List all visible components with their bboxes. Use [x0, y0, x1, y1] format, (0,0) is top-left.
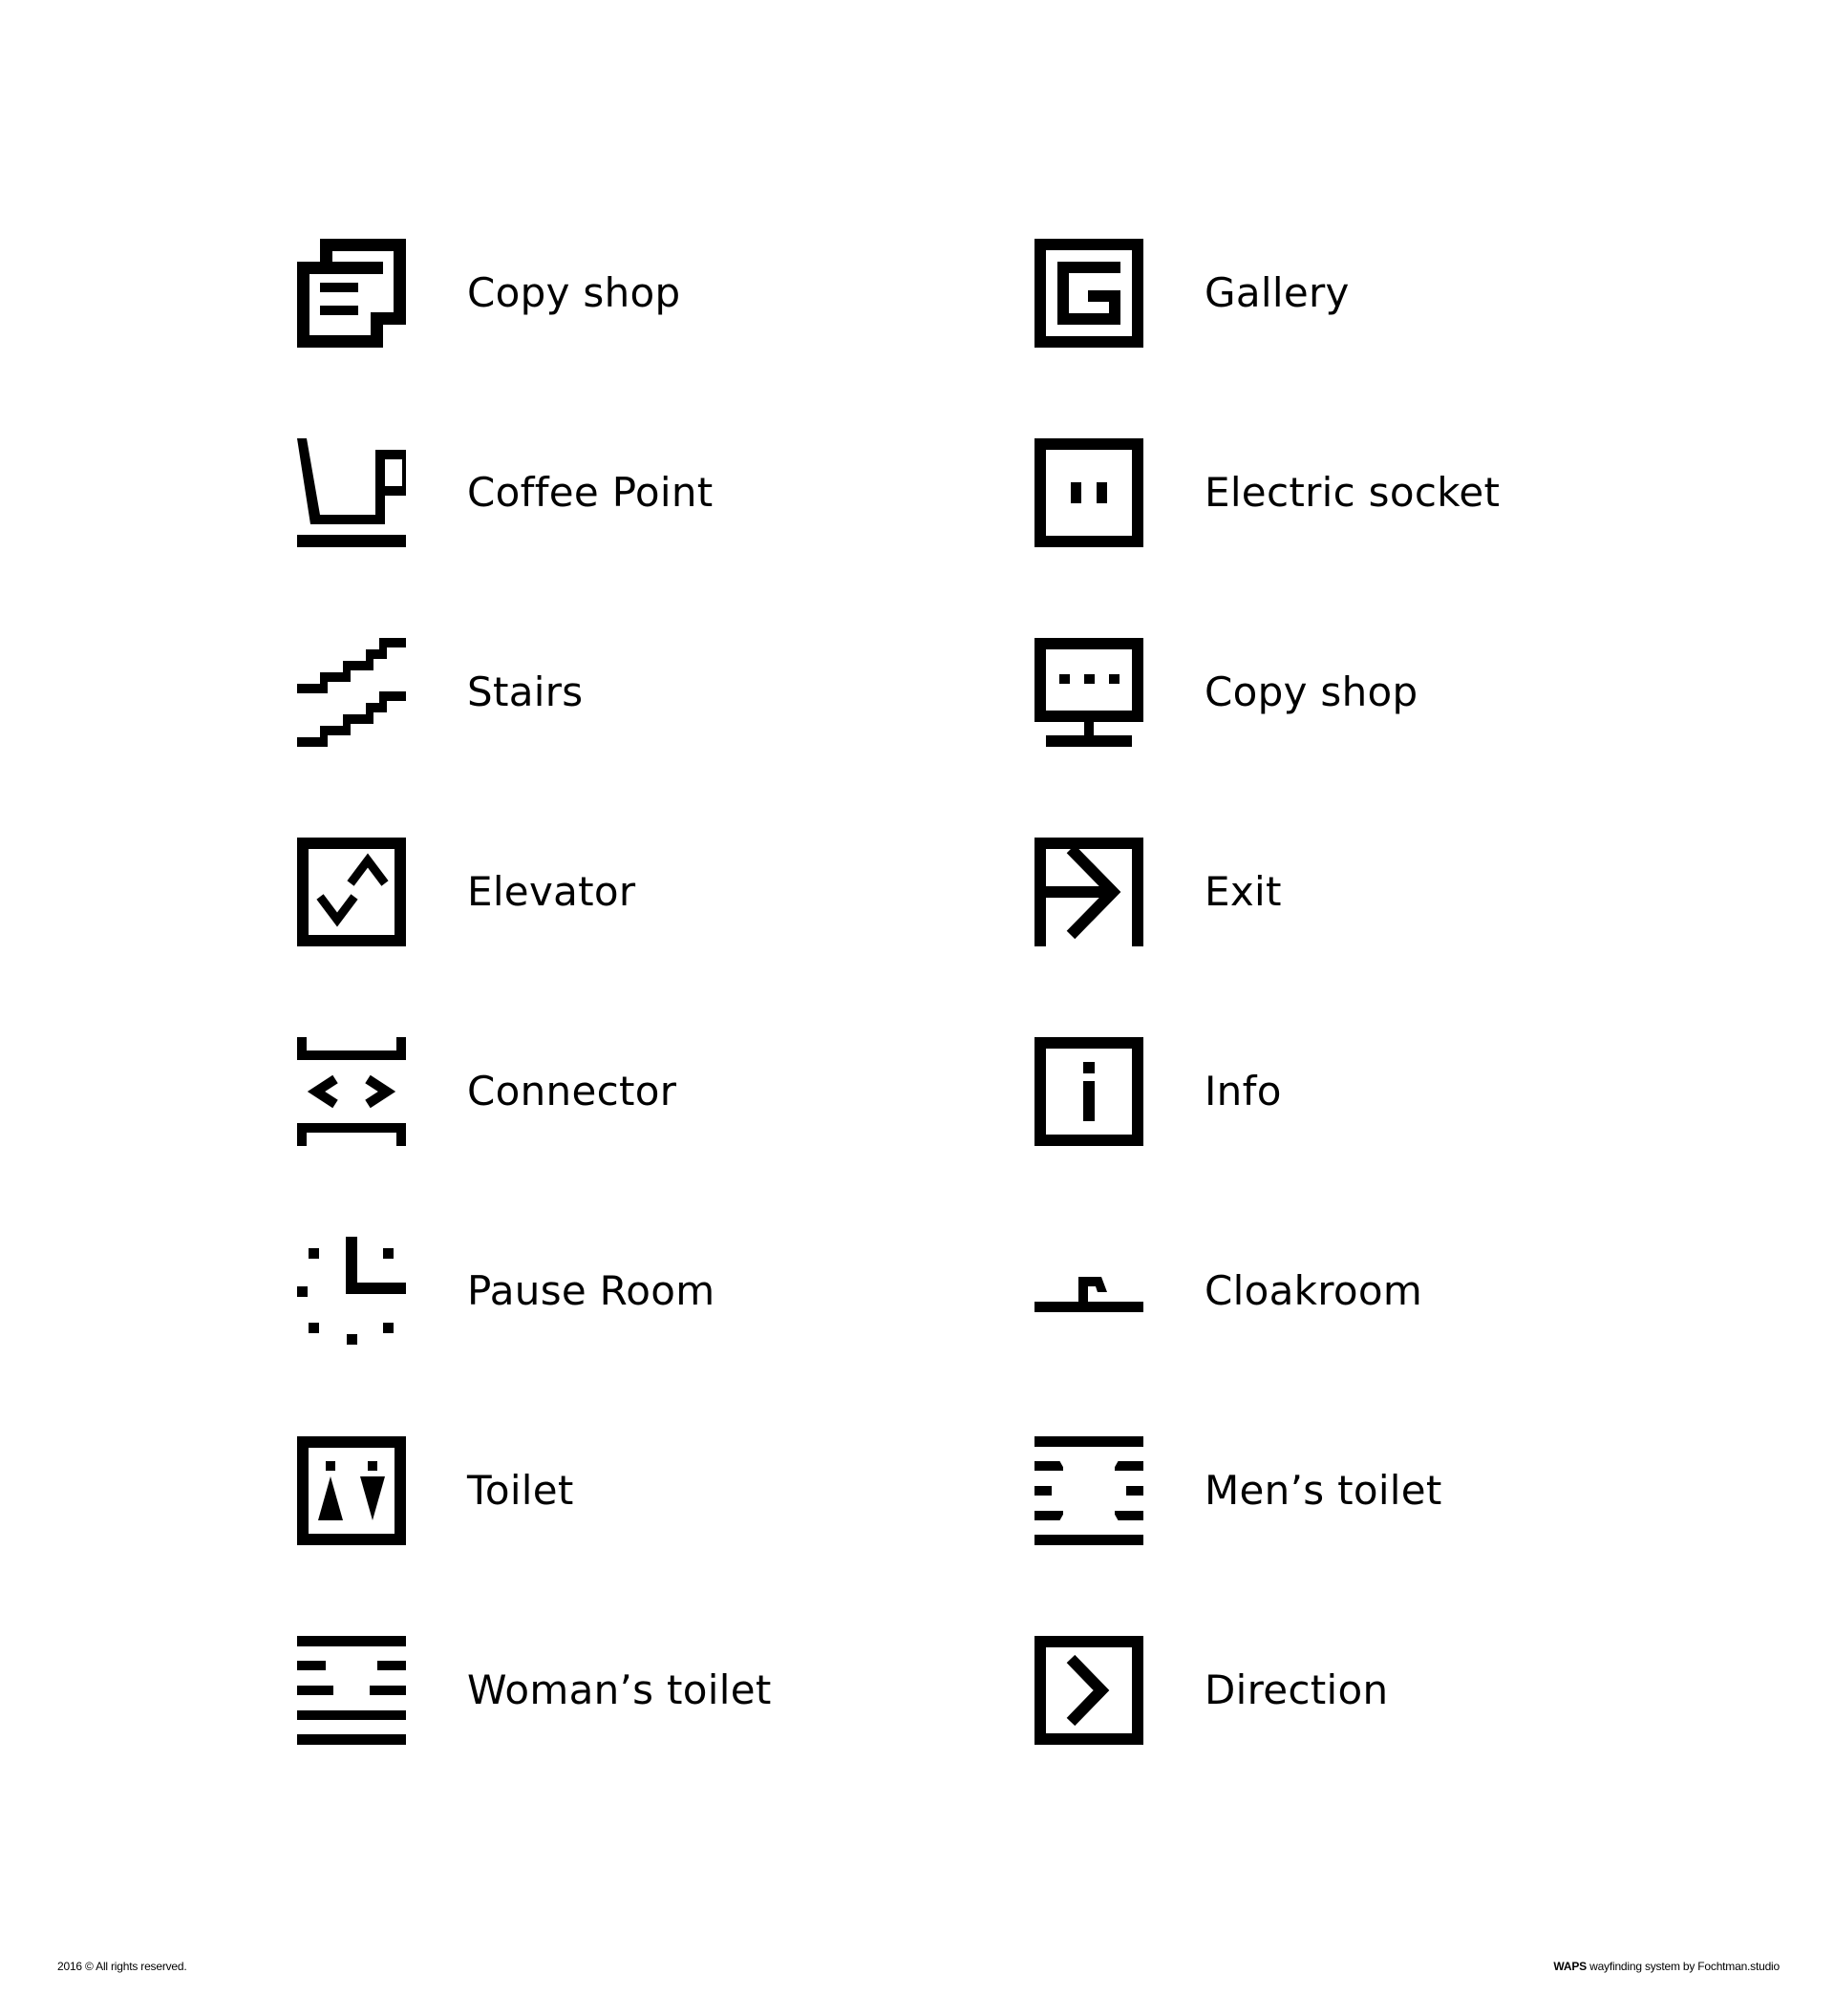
icon-entry-coffee-point [297, 438, 714, 547]
connector-icon [297, 1037, 406, 1146]
info-icon [1034, 1037, 1143, 1146]
footer-copyright: 2016 © All rights reserved. [57, 1960, 187, 1973]
icon-label: Gallery [1205, 269, 1350, 316]
copy-shop-stack-icon [297, 239, 406, 348]
icon-entry-copy-shop-monitor [1034, 638, 1418, 747]
icon-label: Coffee Point [467, 469, 714, 516]
icon-label: Copy shop [467, 269, 681, 316]
icon-label: Info [1205, 1068, 1282, 1114]
icon-entry-womans-toilet [297, 1636, 772, 1745]
icon-entry-connector [297, 1037, 676, 1146]
icon-label: Toilet [467, 1467, 574, 1514]
icon-entry-copy-shop [297, 239, 680, 348]
mens-toilet-icon [1034, 1436, 1143, 1545]
icon-label: Exit [1205, 868, 1282, 915]
icon-entry-mens-toilet [1034, 1436, 1442, 1545]
icon-label: Copy shop [1205, 668, 1418, 715]
icon-entry-direction [1034, 1636, 1388, 1745]
icon-label: Men’s toilet [1205, 1467, 1442, 1514]
icon-label: Electric socket [1205, 469, 1501, 516]
icon-entry-electric-socket [1034, 438, 1500, 547]
icon-entry-stairs [297, 638, 583, 747]
footer-credit [1553, 1960, 1780, 1973]
coffee-cup-icon [297, 438, 406, 547]
exit-icon [1034, 838, 1143, 946]
icon-entry-exit [1034, 838, 1282, 946]
gallery-icon [1034, 239, 1143, 348]
icon-entry-toilet [297, 1436, 574, 1545]
icon-label: Elevator [467, 868, 636, 915]
icon-entry-pause-room [297, 1237, 714, 1346]
hanger-icon [1034, 1237, 1143, 1346]
icon-entry-cloakroom [1034, 1237, 1422, 1346]
icon-label: Direction [1205, 1666, 1389, 1713]
toilet-icon [297, 1436, 406, 1545]
icon-label: Connector [467, 1068, 677, 1114]
clock-icon [297, 1237, 406, 1346]
footer-brand: WAPS [1553, 1960, 1587, 1973]
monitor-icon [1034, 638, 1143, 747]
elevator-icon [297, 838, 406, 946]
icon-label: Woman’s toilet [467, 1666, 772, 1713]
womans-toilet-icon [297, 1636, 406, 1745]
icon-entry-gallery [1034, 239, 1350, 348]
icon-label: Cloakroom [1205, 1267, 1423, 1314]
direction-icon [1034, 1636, 1143, 1745]
icon-label: Pause Room [467, 1267, 715, 1314]
icon-label: Stairs [467, 668, 584, 715]
icon-entry-info [1034, 1037, 1282, 1146]
stairs-icon [297, 638, 406, 747]
footer-credit-text: wayfinding system by Fochtman.studio [1586, 1960, 1780, 1973]
icon-entry-elevator [297, 838, 635, 946]
electric-socket-icon [1034, 438, 1143, 547]
